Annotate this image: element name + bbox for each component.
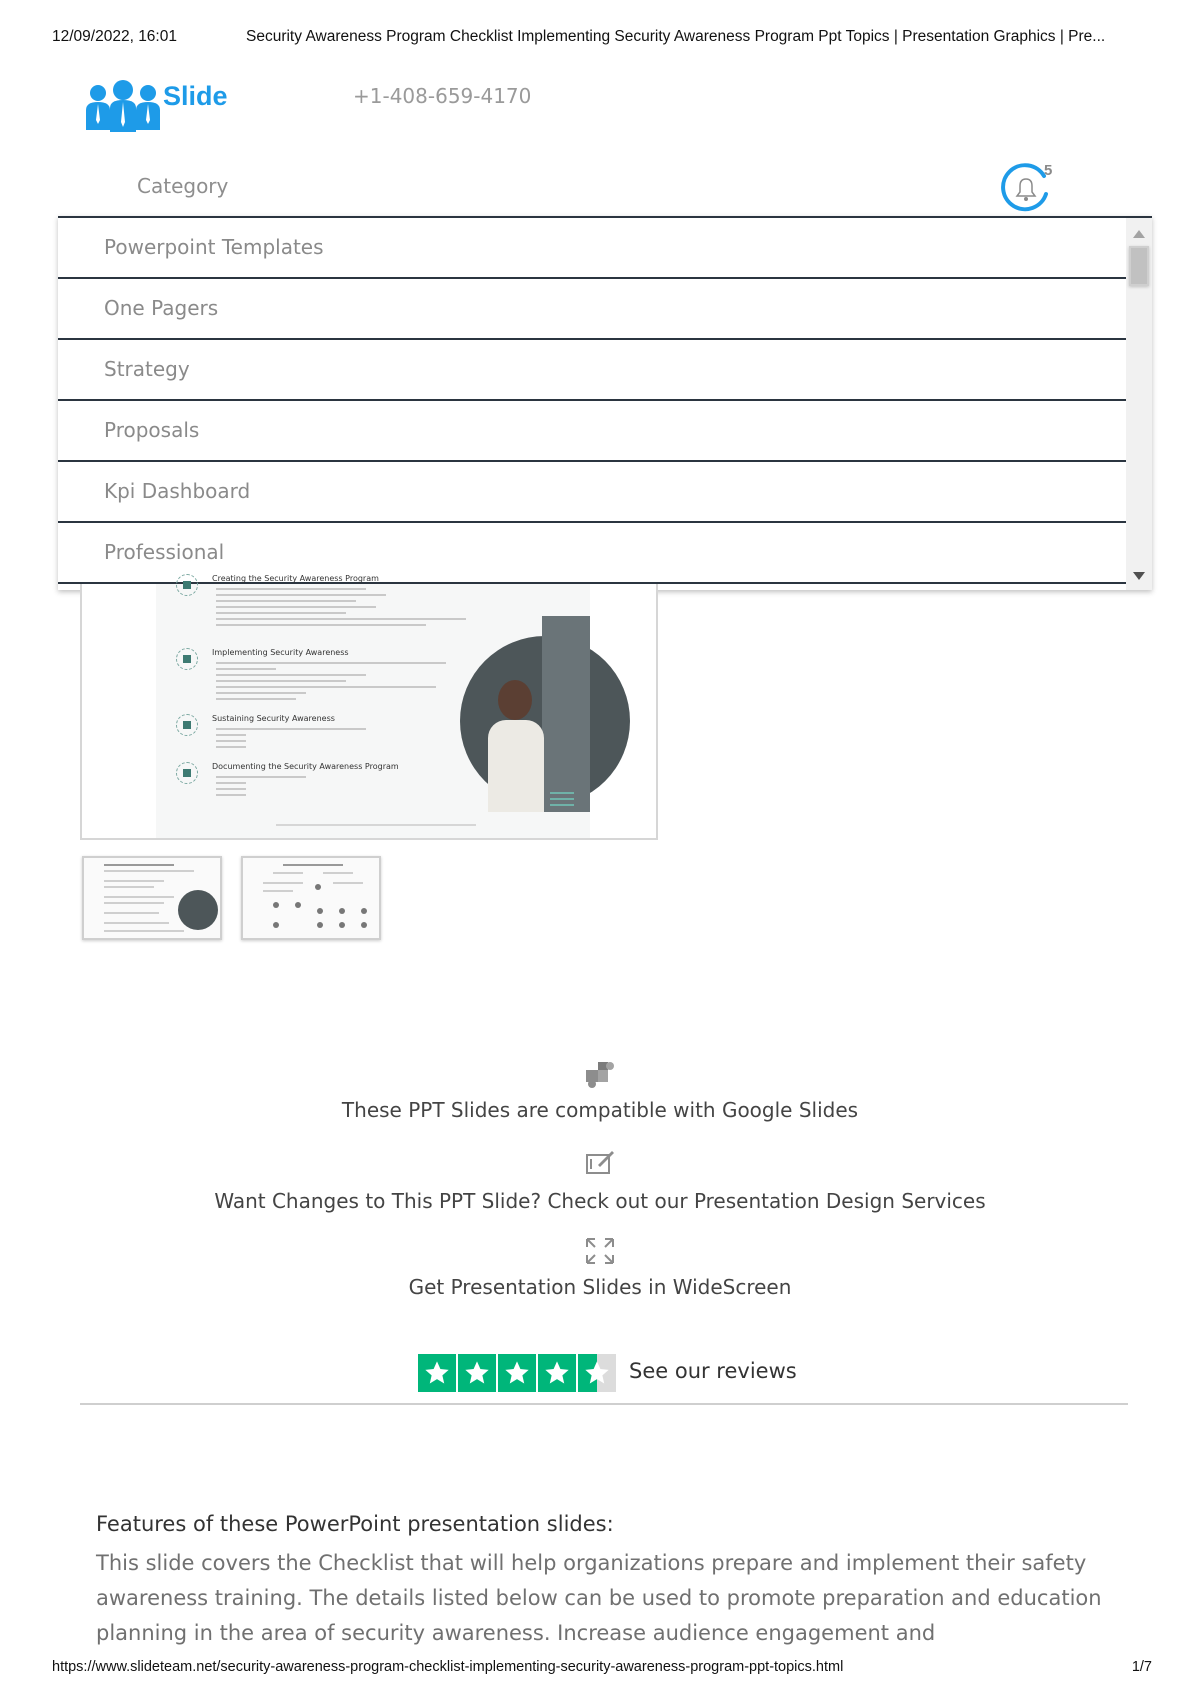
scrollbar-thumb[interactable]: [1129, 246, 1149, 286]
category-item-kpi-dashboard[interactable]: Kpi Dashboard: [58, 462, 1126, 523]
print-date: 12/09/2022, 16:01: [52, 28, 177, 45]
main-slide-preview[interactable]: [80, 574, 658, 840]
category-item-powerpoint-templates[interactable]: Powerpoint Templates: [58, 218, 1126, 279]
logo-text: Slide: [163, 81, 228, 111]
category-list: [58, 218, 1126, 584]
widescreen-text: Get Presentation Slides in WideScreen: [408, 1275, 792, 1299]
folder-icon: [176, 762, 198, 784]
google-slides-compatibility-text: These PPT Slides are compatible with Google Slides: [341, 1098, 859, 1122]
notification-bell-button[interactable]: [1000, 160, 1056, 216]
document-icon: [176, 648, 198, 670]
category-dropdown[interactable]: [58, 216, 1152, 590]
slide-section-heading: Implementing Security Awareness: [212, 648, 349, 657]
slide-section-heading: Creating the Security Awareness Program: [212, 574, 379, 583]
phone-number[interactable]: +1-408-659-4170: [353, 84, 532, 108]
puzzle-icon: [584, 1060, 616, 1090]
print-document-title: Security Awareness Program Checklist Implementing Security Awareness Program Ppt Topics | Presentation Graphics | Pre...: [246, 28, 1106, 45]
category-item-one-pagers[interactable]: One Pagers: [58, 279, 1126, 340]
category-item-strategy[interactable]: Strategy: [58, 340, 1126, 401]
star-icon: [538, 1354, 576, 1392]
slide-thumbnail-1[interactable]: [82, 856, 222, 940]
features-heading: Features of these PowerPoint presentation slides:: [96, 1512, 614, 1536]
slide-image: [156, 574, 590, 838]
design-services-text[interactable]: Want Changes to This PPT Slide? Check out our Presentation Design Services: [214, 1189, 986, 1213]
print-footer: [52, 1659, 1152, 1679]
site-logo[interactable]: [84, 80, 234, 136]
star-icon: [498, 1354, 536, 1392]
see-reviews-link[interactable]: See our reviews: [629, 1359, 797, 1383]
dropdown-scrollbar[interactable]: [1126, 218, 1152, 590]
team-people-icon: [84, 80, 162, 134]
scroll-up-arrow-icon[interactable]: [1133, 230, 1145, 238]
product-description: This slide covers the Checklist that will help organizations prepare and implement their safety awareness training. The details listed below can be used to promote preparation and education planning in the area of security awareness. Increase audience engagement and: [96, 1551, 1102, 1645]
section-divider: [80, 1403, 1128, 1405]
scroll-down-arrow-icon[interactable]: [1133, 572, 1145, 580]
category-item-proposals[interactable]: Proposals: [58, 401, 1126, 462]
slide-thumbnail-2[interactable]: [241, 856, 381, 940]
slide-section-heading: Documenting the Security Awareness Program: [212, 762, 399, 771]
slide-photo: [460, 616, 590, 812]
print-url: https://www.slideteam.net/security-awareness-program-checklist-implementing-security-awareness-program-ppt-topics.html: [52, 1659, 844, 1675]
notification-count: 5: [1044, 162, 1053, 179]
category-menu-toggle[interactable]: Category: [137, 174, 229, 198]
slide-section-heading: Sustaining Security Awareness: [212, 714, 335, 723]
print-header: [52, 28, 1152, 52]
people-icon: [176, 714, 198, 736]
category-item-professional[interactable]: Professional: [58, 523, 1126, 584]
half-star-icon: [578, 1354, 616, 1392]
star-icon: [458, 1354, 496, 1392]
print-page-number: 1/7: [1131, 1659, 1152, 1675]
expand-icon: [584, 1236, 616, 1266]
edit-icon: [584, 1147, 616, 1177]
gear-icon: [176, 574, 198, 596]
star-icon: [418, 1354, 456, 1392]
